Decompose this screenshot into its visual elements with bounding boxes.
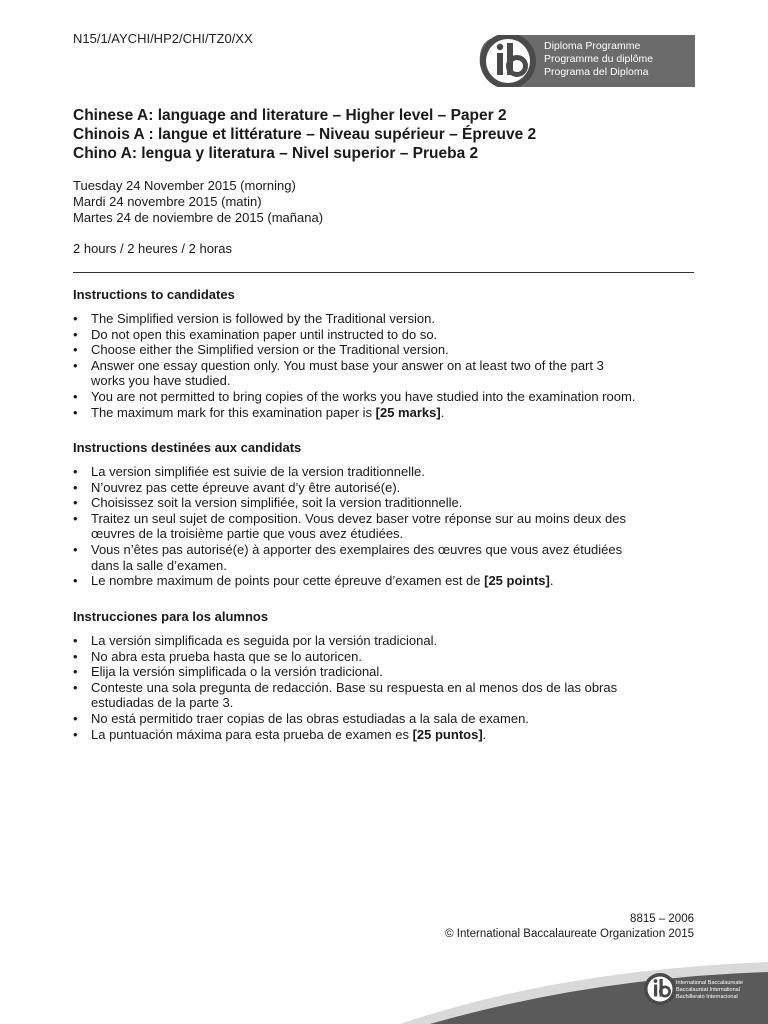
list-item: • Vous n’êtes pas autorisé(e) à apporter des exemplaires des œuvres que vous avez étudiées dans la salle d’examen. [73,541,623,573]
title-es: Chino A: lengua y literatura – Nivel superior – Prueba 2 [73,145,479,162]
exam-code: 8815 – 2006 [630,913,694,925]
list-item: • The maximum mark for this examination paper is [25 marks]. [73,404,445,420]
instructions-es [73,609,703,742]
instructions-en [73,287,703,420]
list-item: • La puntuación máxima para esta prueba de examen es [25 puntos]. [73,726,487,742]
list-item: • La version simplifiée est suivie de la version traditionnelle. [73,464,425,479]
date-en: Tuesday 24 November 2015 (morning) [73,178,296,193]
section-heading: Instructions to candidates [73,287,235,302]
list-item: • Elija la versión simplificada o la versión tradicional. [73,664,383,680]
date-es: Martes 24 de noviembre de 2015 (mañana) [73,210,324,225]
section-heading: Instrucciones para los alumnos [73,609,269,624]
date-fr: Mardi 24 novembre 2015 (matin) [73,194,262,209]
list-item: • La versión simplificada es seguida por la versión tradicional. [73,633,438,648]
footer-swoosh-icon [0,940,768,1024]
list-item: • Le nombre maximum de points pour cette épreuve d’examen est de [25 points]. [73,573,554,589]
list-item: • Answer one essay question only. You must base your answer on at least two of the part 3 works you have studied. [73,357,604,389]
instructions-fr [73,440,703,589]
exam-dates [73,178,323,226]
list-item: • Traitez un seul sujet de composition. Vous devez baser votre réponse sur au moins deux des œuvres de la troisième partie que vous avez étudiées. [73,510,626,542]
title-fr: Chinois A : langue et littérature – Niveau supérieur – Épreuve 2 [73,126,537,143]
list-item: • N’ouvrez pas cette épreuve avant d’y être autorisé(e). [73,479,401,495]
list-item: • Conteste una sola pregunta de redacción. Base su respuesta en al menos dos de las obras estudiadas de la parte 3. [73,679,618,711]
footer [445,912,694,942]
paper-titles [73,106,536,163]
divider [73,272,694,273]
title-en: Chinese A: language and literature – Higher level – Paper 2 [73,107,507,124]
list-item: • No está permitido traer copias de las obras estudiadas a la sala de examen. [73,710,529,726]
list-item: • Choisissez soit la version simplifiée, soit la version traditionnelle. [73,495,463,511]
list-item: • No abra esta prueba hasta que se lo autoricen. [73,648,363,664]
paper-code: N15/1/AYCHI/HP2/CHI/TZ0/XX [73,31,253,46]
logo-line-fr: Programme du diplôme [544,53,654,65]
list-item: • Choose either the Simplified version or the Traditional version. [73,342,449,358]
section-heading: Instructions destinées aux candidats [73,440,302,455]
logo-line-es: Programa del Diploma [544,66,649,78]
logo-line-en: Diploma Programme [544,40,641,52]
list-item: • The Simplified version is followed by the Traditional version. [73,311,435,326]
ib-org-names: International Baccalaureate Baccalauréat International Bachillerato Internacional [676,980,743,1000]
list-item: • Do not open this examination paper until instructed to do so. [73,326,438,342]
list-item: • You are not permitted to bring copies of the works you have studied into the examination room. [73,388,636,404]
copyright: © International Baccalaureate Organization 2015 [445,928,694,940]
exam-duration: 2 hours / 2 heures / 2 horas [73,241,232,256]
